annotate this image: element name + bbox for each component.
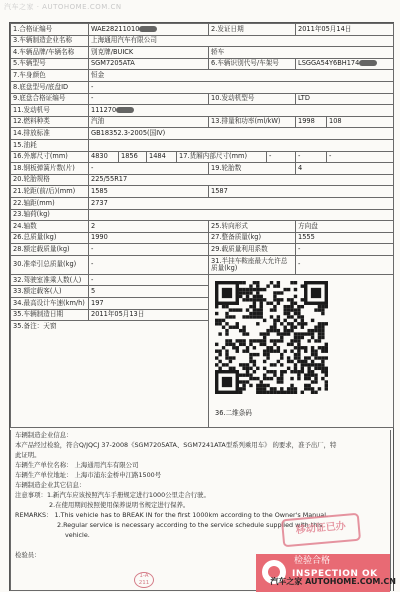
label: 16.外廓尺寸(mm)	[11, 151, 89, 163]
label: 9.底盘合格证编号	[11, 93, 89, 105]
qr-label: 36.二维条码	[215, 409, 252, 417]
value: -	[327, 151, 394, 163]
label: 30.准牵引总质量(kg)	[11, 255, 89, 274]
value: -	[296, 255, 394, 274]
row-total-mass	[11, 232, 394, 244]
remarks: 35.备注：天窗	[11, 321, 209, 428]
value: -	[89, 93, 209, 105]
value: 1990	[89, 232, 209, 244]
row-chassis-model	[11, 81, 394, 93]
value: 1856	[119, 151, 147, 163]
inspection-ok-en: INSPECTION OK	[292, 569, 378, 580]
value: 108	[327, 116, 394, 128]
value: LSGGA54Y6BH174	[296, 58, 394, 70]
qr-code-cell	[209, 274, 394, 427]
label: 11.发动机号	[11, 105, 89, 117]
row-fuel-consumption	[11, 139, 394, 151]
footer-line: 车辆生产单位地址： 上海市浦东金桥申江路1500号	[15, 471, 162, 480]
value: 别克牌/BUICK	[89, 47, 209, 59]
value: -	[89, 255, 209, 274]
row-engine-no	[11, 105, 394, 117]
site-watermark: 汽车之家 AUTOHOME.COM.CN	[270, 577, 396, 586]
label: 24.轴数	[11, 221, 89, 233]
value: LTD	[296, 93, 394, 105]
value: 轿车	[209, 47, 394, 59]
footer-line: 车辆制造企业信息：	[15, 431, 73, 440]
label: 2.发证日期	[209, 24, 296, 36]
row-track	[11, 186, 394, 198]
label: 13.排量和功率(ml/kW)	[209, 116, 296, 128]
qr-code-image	[215, 281, 328, 394]
value: GB18352.3-2005(国IV)	[89, 128, 394, 140]
label: 14.排放标准	[11, 128, 89, 140]
redaction	[359, 60, 377, 66]
label: 28.额定载质量(kg)	[11, 244, 89, 256]
footer-line: 此证明。	[15, 451, 41, 460]
row-manufacturer	[11, 35, 394, 47]
footer-line: REMARKS： 1.This vehicle has to BREAK IN for the first 1000km according to the Owner's Manual.	[15, 511, 329, 520]
value: 2737	[89, 197, 394, 209]
row-chassis-cert	[11, 93, 394, 105]
label: 33.额定载客(人)	[11, 286, 89, 298]
value: 2011年05月14日	[296, 24, 394, 36]
label: 31.半挂车鞍座最大允许总质量(kg)	[209, 255, 296, 274]
footer-notes	[10, 430, 391, 591]
label: 5.车辆型号	[11, 58, 89, 70]
label: 26.总质量(kg)	[11, 232, 89, 244]
label: 12.燃料种类	[11, 116, 89, 128]
redaction	[116, 107, 134, 113]
redaction	[139, 26, 157, 32]
row-tire-spec	[11, 174, 394, 186]
label: 17.货厢内部尺寸(mm)	[177, 151, 267, 163]
label: 7.车身颜色	[11, 70, 89, 82]
label: 3.车辆制造企业名称	[11, 35, 89, 47]
value: 1587	[209, 186, 394, 198]
value: 4830	[89, 151, 119, 163]
watermark: 汽车之家 · AUTOHOME.COM.CN	[4, 3, 122, 11]
spec-table	[10, 23, 394, 428]
row-cab-seats	[11, 274, 394, 286]
label: 21.轮距(前/后)(mm)	[11, 186, 89, 198]
value: -	[89, 81, 394, 93]
value: 恒金	[89, 70, 394, 82]
value: 方向盘	[296, 221, 394, 233]
label: 23.轴荷(kg)	[11, 209, 89, 221]
label: 4.车辆品牌/车辆名称	[11, 47, 89, 59]
value: 上海通用汽车有限公司	[89, 35, 394, 47]
label: 32.驾驶室准乘人数(人)	[11, 274, 89, 286]
footer-line: 注意事项：1.新汽车应该按照汽车手册规定进行1000公里走合行驶。	[15, 491, 210, 500]
label: 6.车辆识别代号/车架号	[209, 58, 296, 70]
label: 35.车辆制造日期	[11, 309, 89, 321]
footer-line: 车辆生产单位名称： 上海通用汽车有限公司	[15, 461, 139, 470]
moving-permit-stamp: 移动证已办	[281, 513, 361, 548]
label: 10.发动机型号	[209, 93, 296, 105]
label: 18.钢板弹簧片数(片)	[11, 163, 89, 175]
row-fuel	[11, 116, 394, 128]
value: 225/55R17	[89, 174, 394, 186]
label: 1.合格证编号	[11, 24, 89, 36]
value: 2	[89, 221, 209, 233]
value: -	[89, 274, 209, 286]
label: 20.轮胎规格	[11, 174, 89, 186]
certificate	[9, 22, 394, 591]
value: 4	[296, 163, 394, 175]
label: 8.底盘型号/底盘ID	[11, 81, 89, 93]
value: 2011年05月13日	[89, 309, 209, 321]
value: 111270	[89, 105, 394, 117]
value: -	[296, 151, 327, 163]
value: -	[89, 244, 209, 256]
row-emission	[11, 128, 394, 140]
row-dimensions	[11, 151, 394, 163]
value: 1998	[296, 116, 327, 128]
value	[89, 209, 394, 221]
label: 25.转向形式	[209, 221, 296, 233]
label: 22.轴距(mm)	[11, 197, 89, 209]
row-wheelbase	[11, 197, 394, 209]
value: 5	[89, 286, 209, 298]
value: 197	[89, 298, 209, 310]
row-brand	[11, 47, 394, 59]
row-axle-load	[11, 209, 394, 221]
row-rated-load	[11, 244, 394, 256]
footer-line: vehicle.	[65, 531, 90, 540]
footer-line: 车辆制造企业其它信息：	[15, 481, 86, 490]
inspector-label: 检验员：	[15, 551, 41, 560]
footer-line: 本产品经过检验，符合Q/JQCJ 37-2008《SGM7205ATA、SGM7241ATA型系列乘用车》 的要求，准予出厂，特	[15, 441, 337, 450]
value: WAE28211010	[89, 24, 209, 36]
value: 1484	[147, 151, 177, 163]
value	[89, 139, 394, 151]
value: 1585	[89, 186, 209, 198]
label: 15.油耗	[11, 139, 89, 151]
value: 1555	[296, 232, 394, 244]
label: 34.最高设计车速(km/h)	[11, 298, 89, 310]
inspection-ok-cn: 检验合格	[294, 556, 331, 567]
footer-line: 2.Regular service is necessary according to the service schedule supplied with this	[57, 521, 323, 530]
label: 27.整备质量(kg)	[209, 232, 296, 244]
label: 29.载质量利用系数	[209, 244, 296, 256]
row-axles	[11, 221, 394, 233]
value: -	[296, 244, 394, 256]
row-color	[11, 70, 394, 82]
row-cert-no	[11, 24, 394, 36]
row-towing	[11, 255, 394, 274]
value: -	[89, 163, 209, 175]
value: SGM7205ATA	[89, 58, 209, 70]
footer-line: 2.在使用期间按照使用保养说明书规定进行保养。	[49, 501, 190, 510]
row-model	[11, 58, 394, 70]
seal-stamp: 1-A 211	[134, 572, 154, 588]
value: -	[267, 151, 296, 163]
row-springs	[11, 163, 394, 175]
value: 汽油	[89, 116, 209, 128]
label: 19.轮胎数	[209, 163, 296, 175]
